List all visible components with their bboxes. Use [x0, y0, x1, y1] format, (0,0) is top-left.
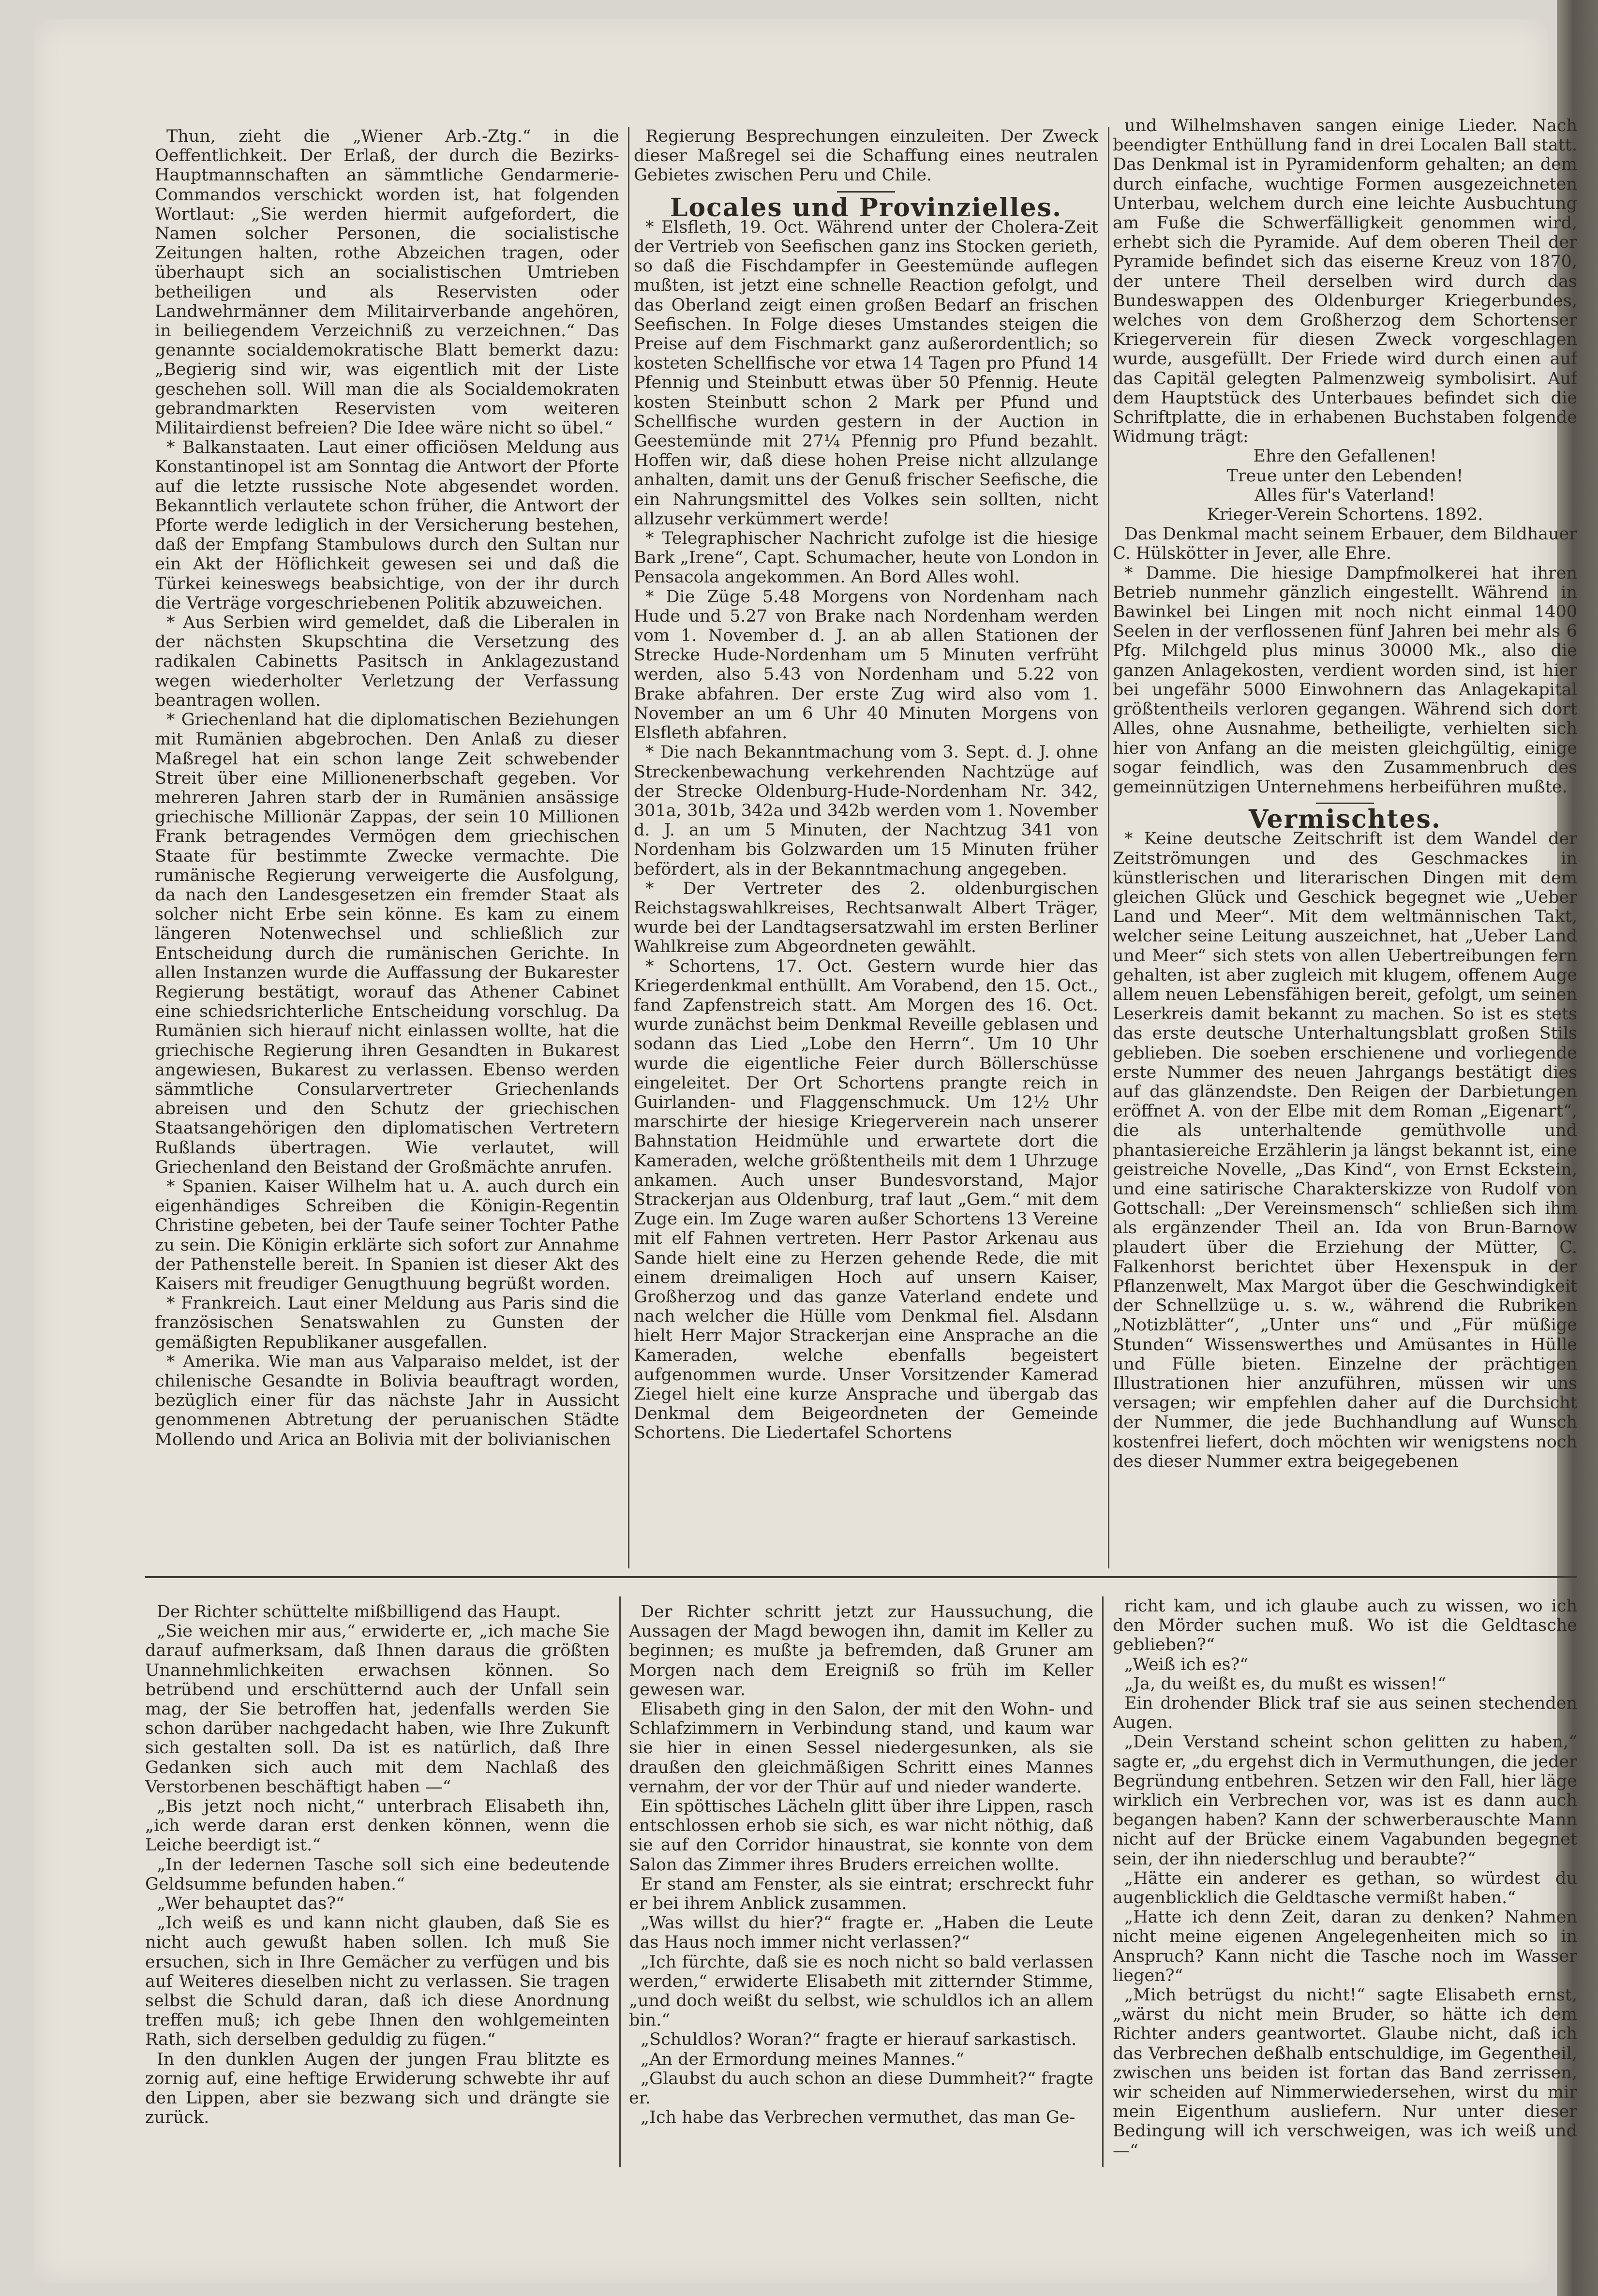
paragraph: * Amerika. Wie man aus Valparaiso meldet, ist der chilenische Gesandte in Bolivia beauftragt worden, bezüglich einer für das nächste Jahr in Aussicht genommenen Abtretung der peruanischen Städte Mollendo und Arica an Bolivia mit der bolivianischen — [155, 1352, 619, 1449]
paragraph: * Griechenland hat die diplomatischen Beziehungen mit Rumänien abgebrochen. Den Anlaß zu dieser Maßregel hat ein schon lange Zeit schwebender Streit über eine Millionenerbschaft gegeben. Vor mehreren Jahren starb der in Rumänien ansässige griechische Millionär Zappas, der sein 10 Millionen Frank betragendes Vermögen dem griechischen Staate für bestimmte Zwecke vermachte. Die rumänische Regierung verweigerte die Ausfolgung, da nach den Landesgesetzen ein fremder Staat als solcher nicht Erbe sein könne. Es kam zu einem längeren Notenwechsel und schließlich zur Entscheidung durch die rumänischen Gerichte. In allen Instanzen wurde die Auffassung der Bukarester Regierung bestätigt, worauf das Athener Cabinet eine schiedsrichterliche Entscheidung vorschlug. Da Rumänien sich hierauf nicht einlassen wollte, hat die griechische Regierung ihren Gesandten in Bukarest angewiesen, Bukarest zu verlassen. Ebenso werden sämmtliche Consularvertreter Griechenlands abreisen und den Schutz der griechischen Staatsangehörigen den diplomatischen Vertretern Rußlands übertragen. Wie verlautet, will Griechenland den Beistand der Großmächte anrufen. — [155, 710, 619, 1177]
paragraph: „Dein Verstand scheint schon gelitten zu haben,“ sagte er, „du ergehst dich in Vermuthungen, die jeder Begründung entbehren. Setzen wir den Fall, hier läge wirklich ein Verbrechen vor, was ist es dann auch begangen haben? Kann der schwerberauschte Mann nicht auf der Brücke einem Vagabunden begegnet sein, der ihn niederschlug und beraubte?“ — [1113, 1732, 1577, 1869]
section-divider — [145, 1576, 1577, 1578]
paragraph: „Ja, du weißt es, du mußt es wissen!“ — [1124, 1674, 1447, 1694]
lower-column-1 — [145, 1602, 610, 2163]
paragraph: Elisabeth ging in den Salon, der mit den Wohn- und Schlafzimmern in Verbindung stand, und kaum war sie hier in einen Sessel niedergesunken, als sie draußen den gleichmäßigen Schritt eines Mannes vernahm, der vor der Thür auf und nieder wanderte. — [629, 1700, 1093, 1797]
paragraph: „Weiß ich es?“ — [1124, 1655, 1249, 1674]
paragraph: „Hatte ich denn Zeit, daran zu denken? Nahmen nicht meine eigenen Angelegenheiten mich so in Anspruch? Kann nicht die Tasche noch im Wasser liegen?“ — [1113, 1908, 1577, 1985]
paragraph: Ein spöttisches Lächeln glitt über ihre Lippen, rasch entschlossen erhob sie sich, es war nicht nöthig, daß sie auf den Corridor hinaustrat, sie konnte von dem Salon das Zimmer ihres Bruders erreichen wollte. — [629, 1797, 1093, 1875]
upper-column-1 — [155, 127, 619, 1568]
paragraph: Das Denkmal macht seinem Erbauer, dem Bildhauer C. Hülskötter in Jever, alle Ehre. — [1113, 524, 1577, 564]
paragraph: und Wilhelmshaven sangen einige Lieder. Nach beendigter Enthüllung fand in drei Localen Ball statt. Das Denkmal ist in Pyramidenform gehalten; an dem durch einfache, wuchtige Formen ausgezeichneten Unterbau, welchem durch eine leichte Ausbuchtung am Fuße die Schwerfälligkeit genommen wird, erhebt sich die Pyramide. Auf dem oberen Theil der Pyramide befindet sich das eiserne Kreuz von 1870, der untere Theil derselben wird durch das Bundeswappen des Oldenburger Kriegerbundes, welches von dem Großherzog dem Schortenser Kriegerverein für diesen Zweck vorgeschlagen wurde, ausgefüllt. Der Friede wird durch einen auf das Capitäl gelegten Palmenzweig symbolisirt. Auf dem Hauptstück des Unterbaues befindet sich die Schriftplatte, die in erhabenen Buchstaben folgende Widmung trägt: — [1113, 116, 1577, 447]
paragraph: * Aus Serbien wird gemeldet, daß die Liberalen in der nächsten Skupschtina die Versetzung des radikalen Cabinetts Pasitsch in Anklagezustand wegen wiederholter Verletzung der Verfassung beantragen wollen. — [155, 613, 619, 710]
paragraph: „Bis jetzt noch nicht,“ unterbrach Elisabeth ihn, „ich werde daran erst denken können, wenn die Leiche beerdigt ist.“ — [145, 1797, 610, 1855]
paragraph: Er stand am Fenster, als sie eintrat; erschreckt fuhr er bei ihrem Anblick zusammen. — [629, 1874, 1093, 1914]
paragraph: * Frankreich. Laut einer Meldung aus Paris sind die französischen Senatswahlen zu Gunsten der gemäßigten Republikaner ausgefallen. — [155, 1294, 619, 1352]
paragraph: * Damme. Die hiesige Dampfmolkerei hat ihren Betrieb nunmehr gänzlich eingestellt. Während in Bawinkel bei Lingen mit noch nicht einmal 1400 Seelen in der verflossenen fünf Jahren bei mehr als 6 Pfg. Milchgeld plus minus 30000 Mk., also die ganzen Anlagekosten, verdient worden sind, ist hier bei ungefähr 5000 Einwohnern das Anlagekapital größtentheils verloren gegangen. Während sich dort Alles, ohne Ausnahme, betheiligte, verhielten sich hier von Anfang an die meisten gleichgültig, einige sogar feindlich, was den Zusammenbruch des gemeinnützigen Unternehmens herbeiführen mußte. — [1113, 563, 1577, 797]
upper-column-3 — [1113, 116, 1577, 1572]
paragraph: * Die nach Bekanntmachung vom 3. Sept. d. J. ohne Streckenbewachung verkehrenden Nachtzüge auf der Strecke Oldenburg-Hude-Nordenham Nr. 342, 301a, 301b, 342a und 342b werden vom 1. November d. J. an um 5 Minuten, der Nachtzug 341 von Nordenham bis Golzwarden um 15 Minuten früher befördert, als in der Bekanntmachung angegeben. — [634, 743, 1098, 879]
lower-column-2 — [629, 1602, 1093, 2163]
paragraph: „Glaubst du auch schon an diese Dummheit?“ fragte er. — [629, 2069, 1093, 2108]
paragraph: * Spanien. Kaiser Wilhelm hat u. A. auch durch ein eigenhändiges Schreiben die Königin-Regentin Christine gebeten, bei der Taufe seiner Tochter Pathe zu sein. Die Königin erklärte sich sofort zur Annahme der Pathenstelle bereit. In Spanien ist dieser Akt des Kaisers mit freudiger Genugthuung begrüßt worden. — [155, 1177, 619, 1294]
paragraph: „Sie weichen mir aus,“ erwiderte er, „ich mache Sie darauf aufmerksam, daß Ihnen daraus die größten Unannehmlichkeiten erwachsen können. So betrübend und erschütternd auch der Unfall sein mag, der Sie betroffen hat, jedenfalls werden Sie schon darüber nachgedacht haben, wie Ihre Zukunft sich gestalten soll. Da ist es natürlich, daß Ihre Gedanken sich auch mit dem Nachlaß des Verstorbenen beschäftigt haben —“ — [145, 1622, 610, 1797]
inscription-line: Alles für's Vaterland! — [1255, 485, 1435, 505]
section-heading: Locales und Provinzielles. — [670, 193, 1062, 223]
paragraph: Ein drohender Blick traf sie aus seinen stechenden Augen. — [1113, 1694, 1577, 1733]
inscription-line: Krieger-Verein Schortens. 1892. — [1207, 505, 1483, 525]
paragraph: „Schuldlos? Woran?“ fragte er hierauf sarkastisch. — [641, 2030, 1077, 2050]
lower-column-3 — [1113, 1596, 1577, 2162]
column-divider — [619, 1596, 621, 2167]
paragraph: „Was willst du hier?“ fragte er. „Haben die Leute das Haus noch immer nicht verlassen?“ — [629, 1913, 1093, 1953]
inscription-line: Treue unter den Lebenden! — [1226, 466, 1464, 486]
paragraph: richt kam, und ich glaube auch zu wissen, wo ich den Mörder suchen muß. Wo ist die Geldtasche geblieben?“ — [1113, 1596, 1577, 1655]
paragraph: „Hätte ein anderer es gethan, so würdest du augenblicklich die Geldtasche vermißt haben.“ — [1113, 1868, 1577, 1908]
inscription-line: Ehre den Gefallenen! — [1253, 447, 1437, 466]
paragraph: * Die Züge 5.48 Morgens von Nordenham nach Hude und 5.27 von Brake nach Nordenham werden vom 1. November d. J. an ab allen Stationen der Strecke Hude-Nordenham um 5 Minuten verfrüht werden, also 5.43 von Nordenham und 5.22 von Brake abfahren. Der erste Zug wird also vom 1. November an um 6 Uhr 40 Minuten Morgens von Elsfleth abfahren. — [634, 587, 1098, 743]
paragraph: Regierung Besprechungen einzuleiten. Der Zweck dieser Maßregel sei die Schaffung eines neutralen Gebietes zwischen Peru und Chile. — [634, 127, 1098, 185]
paragraph: In den dunklen Augen der jungen Frau blitzte es zornig auf, eine heftige Erwiderung schwebte ihr auf den Lippen, aber sie bezwang sich und drängte sie zurück. — [145, 2049, 610, 2128]
article-separator — [1316, 803, 1374, 804]
paragraph: Der Richter schüttelte mißbilligend das Haupt. — [157, 1602, 561, 1622]
paragraph: „In der ledernen Tasche soll sich eine bedeutende Geldsumme befunden haben.“ — [145, 1855, 610, 1894]
paragraph: „Ich weiß es und kann nicht glauben, daß Sie es nicht auch gewußt haben sollen. Ich muß Sie ersuchen, sich in Ihre Gemächer zu verfügen und bis auf Weiteres dieselben nicht zu verlassen. Sie tragen selbst die Schuld daran, daß ich diese Anordnung treffen muß; ich gebe Ihnen den wohlgemeinten Rath, sich derselben geduldig zu fügen.“ — [145, 1913, 610, 2050]
paragraph: * Telegraphischer Nachricht zufolge ist die hiesige Bark „Irene“, Capt. Schumacher, heute von London in Pensacola angekommen. An Bord Alles wohl. — [634, 529, 1098, 587]
paragraph: * Balkanstaaten. Laut einer officiösen Meldung aus Konstantinopel ist am Sonntag die Antwort der Pforte auf die letzte russische Note abgesendet worden. Bekanntlich verlautete schon früher, die Antwort der Pforte werde lediglich in der Versicherung bestehen, daß der Empfang Stambulows durch den Sultan nur ein Akt der Höflichkeit gewesen sei und daß die Türkei keineswegs beabsichtige, von der ihr durch die Verträge vorgeschriebenen Politik abzuweichen. — [155, 438, 619, 613]
paragraph: „Ich habe das Verbrechen vermuthet, das man Ge- — [641, 2108, 1075, 2128]
paragraph: Der Richter schritt jetzt zur Haussuchung, die Aussagen der Magd bewogen ihn, damit im Keller zu beginnen; es mußte ja befremden, daß Gruner am Morgen nach dem Ereigniß so früh im Keller gewesen war. — [629, 1602, 1093, 1700]
paragraph: „An der Ermordung meines Mannes.“ — [641, 2049, 965, 2069]
upper-column-2 — [634, 127, 1098, 1568]
paragraph: * Elsfleth, 19. Oct. Während unter der Cholera-Zeit der Vertrieb von Seefischen ganz ins Stocken gerieth, so daß die Fischdampfer in Geestemünde auflegen mußten, ist jetzt eine schnelle Reaction gefolgt, und das Oberland zeigt einen großen Bedarf an frischen Seefischen. In Folge dieses Umstandes steigen die Preise auf dem Fischmarkt ganz außerordentlich; so kosteten Schellfische vor etwa 14 Tagen pro Pfund 14 Pfennig und Steinbutt etwas über 50 Pfennig. Heute kosten Steinbutt schon 2 Mark per Pfund und Schellfische wurden gestern in der Auction in Geestemünde mit 27¼ Pfennig pro Pfund bezahlt. Hoffen wir, daß diese hohen Preise nicht allzulange anhalten, damit uns der Genuß frischer Seefische, die ein Nahrungsmittel des Volkes sein sollten, nicht allzusehr verkümmert werde! — [634, 217, 1098, 529]
column-divider — [1102, 1596, 1104, 2167]
paragraph: „Wer behauptet das?“ — [157, 1894, 344, 1914]
paragraph: „Ich fürchte, daß sie es noch nicht so bald verlassen werden,“ erwiderte Elisabeth mit zitternder Stimme, „und doch weißt du selbst, wie schuldlos ich an allem bin.“ — [629, 1952, 1093, 2030]
paragraph: Thun, zieht die „Wiener Arb.-Ztg.“ in die Oeffentlichkeit. Der Erlaß, der durch die Bezirks-Hauptmannschaften an sämmtliche Gendarmerie-Commandos verschickt worden ist, hat folgenden Wortlaut: „Sie werden hiermit aufgefordert, die Namen solcher Personen, die socialistische Zeitungen halten, rothe Abzeichen tragen, oder überhaupt sich an socialistischen Umtrieben betheiligen und als Reservisten oder Landwehrmänner dem Militairverbande angehören, in beiliegendem Verzeichniß zu verzeichnen.“ Das genannte socialdemokratische Blatt bemerkt dazu: „Begierig sind wir, was eigentlich mit der Liste geschehen soll. Will man die als Socialdemokraten gebrandmarkten Reservisten vom weiteren Militairdienst befreien? Die Idee wäre nicht so übel.“ — [155, 127, 619, 438]
column-divider — [1108, 127, 1109, 1568]
column-divider — [628, 127, 629, 1568]
paragraph: * Der Vertreter des 2. oldenburgischen Reichstagswahlkreises, Rechtsanwalt Albert Träger, wurde bei der Landtagsersatzwahl im ersten Berliner Wahlkreise zum Abgeordneten gewählt. — [634, 879, 1098, 957]
article-separator — [837, 191, 895, 193]
paragraph: * Keine deutsche Zeitschrift ist dem Wandel der Zeitströmungen und des Geschmackes in künstlerischen und literarischen Dingen mit dem gleichen Glück und Geschick begegnet wie „Ueber Land und Meer“. Mit dem weltmännischen Takt, welcher seine Leitung auszeichnet, hat „Ueber Land und Meer“ sich stets von allen Uebertreibungen fern gehalten, ist aber zugleich mit klugem, offenem Auge allem neuen Lebensfähigen bereit, gefolgt, um seinen Leserkreis damit bekannt zu machen. So ist es stets das erste deutsche Unterhaltungsblatt großen Stils geblieben. Die soeben erschienene und vorliegende erste Nummer des neuen Jahrgangs bestätigt dies auf das glänzendste. Den Reigen der Darbietungen eröffnet A. von der Elbe mit dem Roman „Eigenart“, die als unterhaltende gemüthvolle und phantasiereiche Erzählerin ja längst bekannt ist, eine geistreiche Novelle, „Das Kind“, von Ernst Eckstein, und eine satirische Charakterskizze von Rudolf von Gottschall: „Der Vereinsmensch“ schließen sich ihm als ergänzender Theil an. Ida von Brun-Barnow plaudert über die Erziehung der Mütter, C. Falkenhorst berichtet über Hexenspuk in der Pflanzenwelt, Max Margot über die Geschwindigkeit der Schnellzüge u. s. w., während die Rubriken „Notizblätter“, „Unter uns“ und „Für müßige Stunden“ Wissenswerthes und Amüsantes in Hülle und Fülle bieten. Einzelne der prächtigen Illustrationen hier anzuführen, müssen wir uns versagen; wir empfehlen daher auf die Durchsicht der Nummer, die jede Buchhandlung auf Wunsch kostenfrei liefert, doch möchten wir wenigstens noch des dieser Nummer extra beigegebenen — [1113, 829, 1577, 1471]
section-heading: Vermischtes. — [1248, 805, 1442, 835]
paragraph: * Schortens, 17. Oct. Gestern wurde hier das Kriegerdenkmal enthüllt. Am Vorabend, den 15. Oct., fand Zapfenstreich statt. Am Morgen des 16. Oct. wurde zunächst beim Denkmal Reveille geblasen und sodann das Lied „Lobe den Herrn“. Um 10 Uhr wurde die eigentliche Feier durch Böllerschüsse eingeleitet. Der Ort Schortens prangte reich in Guirlanden- und Flaggenschmuck. Um 12½ Uhr marschirte der hiesige Kriegerverein nach unserer Bahnstation Heidmühle und erwartete dort die Kameraden, welche größtentheils mit dem 1 Uhrzuge ankamen. Auch unser Bundesvorstand, Major Strackerjan aus Oldenburg, traf laut „Gem.“ mit dem Zuge ein. Im Zuge waren außer Schortens 13 Vereine mit elf Fahnen vertreten. Herr Pastor Arkenau aus Sande hielt eine zu Herzen gehende Rede, die mit einem dreimaligen Hoch auf unsern Kaiser, Großherzog und das ganze Vaterland endete und nach welcher die Hülle vom Denkmal fiel. Alsdann hielt Herr Major Strackerjan eine Ansprache an die Kameraden, welche ebenfalls begeistert aufgenommen wurde. Unser Vorsitzender Kamerad Ziegel hielt eine kurze Ansprache und übergab das Denkmal dem Beigeordneten der Gemeinde Schortens. Die Liedertafel Schortens — [634, 956, 1098, 1443]
paragraph: „Mich betrügst du nicht!“ sagte Elisabeth ernst, „wärst du nicht mein Bruder, so hätte ich dem Richter anders geantwortet. Glaube nicht, daß ich das Verbrechen deßhalb entschuldige, im Gegentheil, zwischen uns beiden ist fortan das Band zerrissen, wir scheiden auf Nimmerwiedersehen, wirst du mir mein Eigenthum ausliefern. Nur unter dieser Bedingung will ich verschweigen, was ich weiß und —“ — [1113, 1985, 1577, 2161]
